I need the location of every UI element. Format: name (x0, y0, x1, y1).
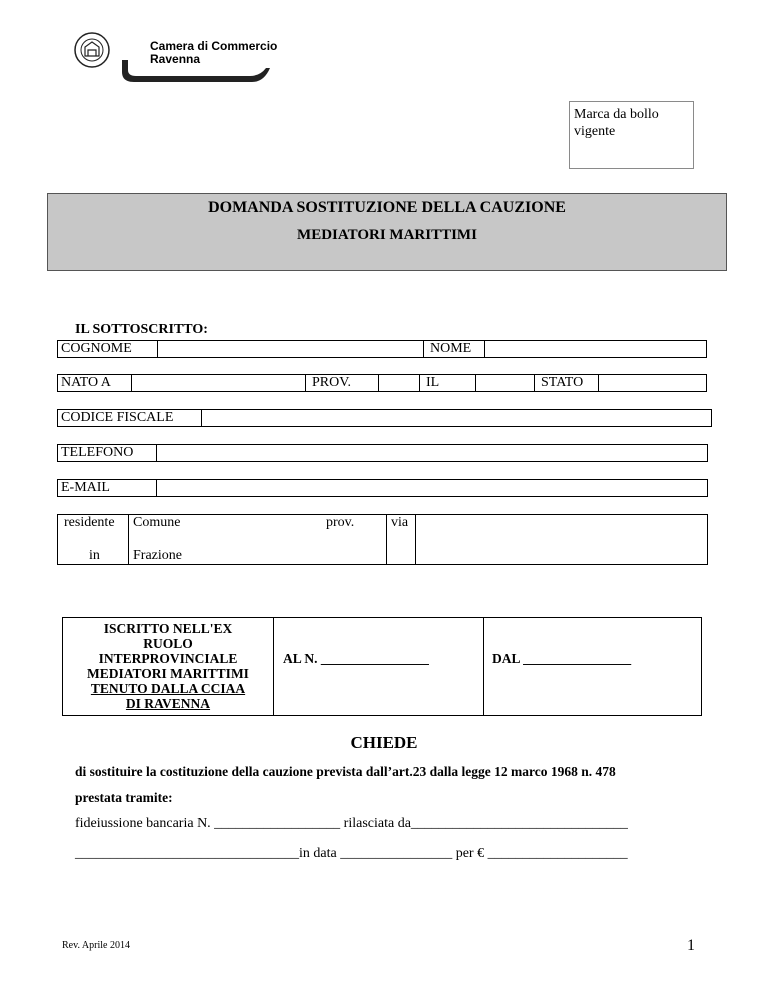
org-name-line1: Camera di Commercio (150, 39, 278, 53)
frazione-label: Frazione (133, 548, 182, 563)
email-field[interactable] (158, 480, 707, 496)
title-line2: MEDIATORI MARITTIMI (297, 227, 477, 243)
request-text-line2: prestata tramite: (75, 790, 173, 805)
in-label: in (89, 548, 100, 563)
registration-line3: INTERPROVINCIALE (98, 651, 238, 666)
prov-field[interactable] (379, 375, 420, 391)
al-n-label: AL N. ________________ (283, 651, 429, 666)
registration-number-cell[interactable] (274, 618, 484, 715)
codice-fiscale-row (57, 409, 712, 427)
prov-label: PROV. (309, 375, 379, 391)
request-text-line1: di sostituire la costituzione della cauzione prevista dall’art.23 dalla legge 12 marco 1968 n. 478 (75, 764, 616, 779)
registration-line5: TENUTO DALLA CCIAA (90, 681, 246, 696)
org-name (150, 40, 277, 66)
nato-a-field[interactable] (132, 375, 306, 391)
org-name-line2: Ravenna (150, 52, 201, 66)
residence-table (57, 514, 708, 565)
section-label: IL SOTTOSCRITTO: (75, 322, 208, 337)
name-row (57, 340, 707, 358)
registration-line2: RUOLO (143, 636, 193, 651)
fideiussione-line[interactable]: fideiussione bancaria N. __________________ rilasciata da_______________________________ (75, 816, 628, 831)
email-label: E-MAIL (58, 480, 157, 496)
registration-line6: DI RAVENNA (125, 696, 211, 711)
telefono-field[interactable] (158, 445, 707, 461)
via-label: via (391, 515, 409, 530)
title-line1: DOMANDA SOSTITUZIONE DELLA CAUZIONE (208, 199, 566, 216)
nato-a-label: NATO A (58, 375, 132, 391)
registration-line1: ISCRITTO NELL'EX (103, 621, 233, 636)
stamp-box (569, 101, 694, 169)
data-importo-line[interactable]: ________________________________in data ________________ per € ____________________ (75, 846, 628, 861)
residente-label: residente (64, 515, 115, 530)
chiede-heading: CHIEDE (350, 733, 418, 752)
email-row (57, 479, 708, 497)
registration-line4: MEDIATORI MARITTIMI (87, 666, 249, 681)
nome-label: NOME (427, 341, 485, 357)
via-field[interactable] (416, 515, 707, 564)
dal-label[interactable]: DAL ________________ (492, 651, 632, 666)
registration-table (62, 617, 702, 716)
cognome-label: COGNOME (58, 341, 158, 357)
codice-fiscale-field[interactable] (203, 410, 711, 426)
il-field[interactable] (476, 375, 535, 391)
stato-label: STATO (538, 375, 599, 391)
registration-description (63, 618, 274, 715)
birth-row (57, 374, 707, 392)
seal-building (85, 42, 99, 56)
residence-prov-label: prov. (326, 515, 355, 530)
residence-divider-1 (128, 515, 129, 564)
codice-fiscale-label: CODICE FISCALE (58, 410, 202, 426)
page-number: 1 (687, 937, 695, 954)
residence-divider-2 (386, 515, 387, 564)
revision-note: Rev. Aprile 2014 (62, 940, 130, 951)
stato-field[interactable] (599, 375, 706, 391)
il-label: IL (423, 375, 476, 391)
stamp-line1: Marca da bollo (574, 107, 659, 122)
telefono-label: TELEFONO (58, 445, 157, 461)
telefono-row (57, 444, 708, 462)
cognome-field[interactable] (158, 341, 424, 357)
comune-label: Comune (133, 515, 181, 530)
stamp-line2: vigente (574, 124, 616, 139)
title-banner (47, 193, 727, 271)
nome-field[interactable] (488, 341, 706, 357)
